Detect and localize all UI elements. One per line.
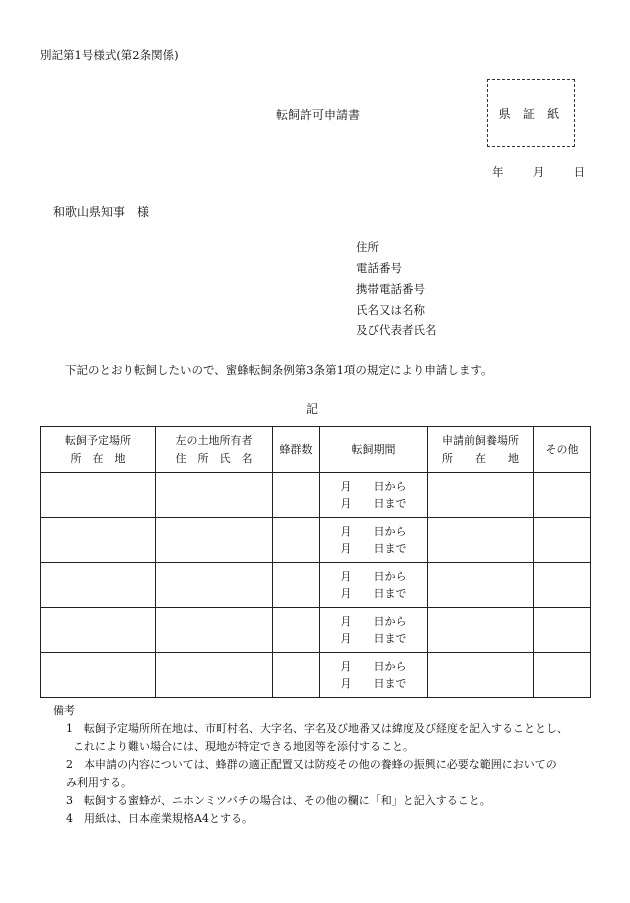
applicant-name-label: 氏名又は名称 xyxy=(356,303,425,317)
header-previous-site: 申請前飼養場所 所 在 地 xyxy=(428,427,534,473)
cell-other[interactable] xyxy=(534,518,591,563)
note-1-line-1: 1 転飼予定場所所在地は、市町村名、大字名、字名及び地番又は緯度及び経度を記入することとし、 xyxy=(66,722,568,735)
table-row xyxy=(41,563,591,608)
cell-period[interactable]: 月 日から 月 日まで xyxy=(320,563,428,608)
note-4: 4 用紙は、日本産業規格A4とする。 xyxy=(66,812,253,825)
cell-land-owner[interactable] xyxy=(156,608,273,653)
cell-planned-site[interactable] xyxy=(41,653,156,698)
header-colony-count: 蜂群数 xyxy=(273,427,320,473)
notes-title: 備考 xyxy=(53,704,75,717)
applicant-representative-label: 及び代表者氏名 xyxy=(356,323,437,337)
cell-land-owner[interactable] xyxy=(156,563,273,608)
application-table xyxy=(40,426,591,698)
table-header-row xyxy=(41,427,591,473)
cell-planned-site[interactable] xyxy=(41,473,156,518)
cell-period[interactable]: 月 日から 月 日まで xyxy=(320,518,428,563)
cell-planned-site[interactable] xyxy=(41,518,156,563)
header-planned-site: 転飼予定場所 所 在 地 xyxy=(41,427,156,473)
cell-period[interactable]: 月 日から 月 日まで xyxy=(320,473,428,518)
applicant-mobile-label: 携帯電話番号 xyxy=(356,282,425,296)
note-2-line-2: み利用する。 xyxy=(66,776,132,789)
addressee: 和歌山県知事 様 xyxy=(53,205,150,219)
intro-text: 下記のとおり転飼したいので、蜜蜂転飼条例第3条第1項の規定により申請します。 xyxy=(65,363,493,377)
cell-previous-site[interactable] xyxy=(428,473,534,518)
cell-other[interactable] xyxy=(534,608,591,653)
date-line xyxy=(492,164,585,180)
cell-colony-count[interactable] xyxy=(273,518,320,563)
notes-section xyxy=(53,702,568,828)
cell-colony-count[interactable] xyxy=(273,563,320,608)
cell-colony-count[interactable] xyxy=(273,473,320,518)
cell-previous-site[interactable] xyxy=(428,608,534,653)
cell-previous-site[interactable] xyxy=(428,518,534,563)
cell-previous-site[interactable] xyxy=(428,653,534,698)
cell-previous-site[interactable] xyxy=(428,563,534,608)
header-other: その他 xyxy=(534,427,591,473)
table-row xyxy=(41,608,591,653)
cell-other[interactable] xyxy=(534,563,591,608)
document-title: 転飼許可申請書 xyxy=(276,108,361,122)
applicant-address-label: 住所 xyxy=(356,240,379,254)
stamp-label: 県 証 紙 xyxy=(498,106,564,121)
form-number: 別記第1号様式(第2条関係) xyxy=(40,48,179,62)
cell-other[interactable] xyxy=(534,653,591,698)
table-row xyxy=(41,473,591,518)
revenue-stamp-box xyxy=(487,79,575,147)
applicant-phone-label: 電話番号 xyxy=(356,261,402,275)
cell-colony-count[interactable] xyxy=(273,608,320,653)
header-land-owner: 左の土地所有者 住 所 氏 名 xyxy=(156,427,273,473)
cell-period[interactable]: 月 日から 月 日まで xyxy=(320,653,428,698)
date-day: 日 xyxy=(573,165,586,179)
note-2-line-1: 2 本申請の内容については、蜂群の適正配置又は防疫その他の養蜂の振興に必要な範囲においての xyxy=(66,758,557,771)
header-period: 転飼期間 xyxy=(320,427,428,473)
note-3: 3 転飼する蜜蜂が、ニホンミツバチの場合は、その他の欄に「和」と記入すること。 xyxy=(66,794,491,807)
cell-colony-count[interactable] xyxy=(273,653,320,698)
date-month: 月 xyxy=(532,165,545,179)
cell-period[interactable]: 月 日から 月 日まで xyxy=(320,608,428,653)
table-row xyxy=(41,653,591,698)
cell-planned-site[interactable] xyxy=(41,608,156,653)
cell-other[interactable] xyxy=(534,473,591,518)
cell-land-owner[interactable] xyxy=(156,653,273,698)
note-1-line-2: これにより難い場合には、現地が特定できる地図等を添付すること。 xyxy=(73,740,414,753)
table-row xyxy=(41,518,591,563)
ki-label: 記 xyxy=(306,402,319,416)
date-year: 年 xyxy=(492,165,504,179)
cell-land-owner[interactable] xyxy=(156,518,273,563)
cell-planned-site[interactable] xyxy=(41,563,156,608)
cell-land-owner[interactable] xyxy=(156,473,273,518)
